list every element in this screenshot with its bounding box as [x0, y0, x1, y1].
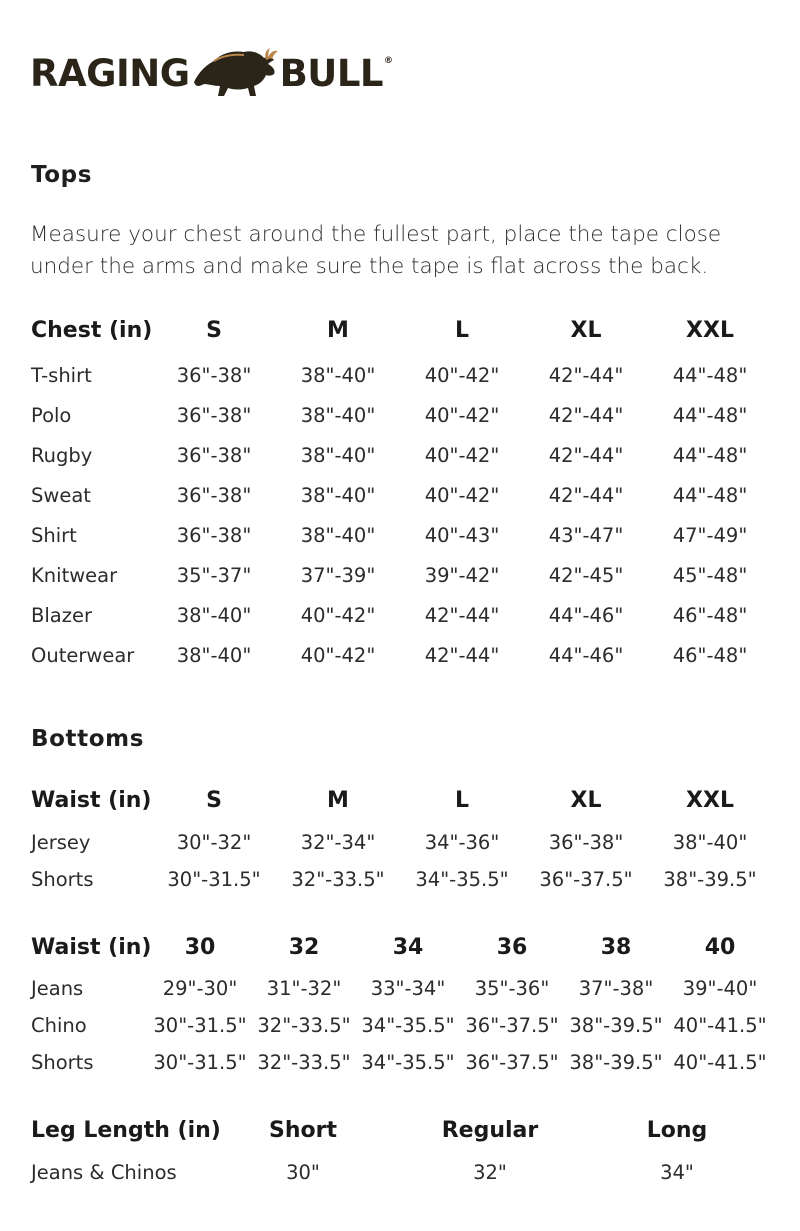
table-cell: 43"-47" — [548, 524, 624, 547]
registered-mark: ® — [384, 56, 393, 66]
table-cell: 34"-35.5" — [361, 1051, 455, 1074]
column-header: S — [206, 318, 222, 343]
column-header-label: Leg Length (in) — [31, 1118, 221, 1143]
table-cell: 42"-44" — [424, 604, 500, 627]
table-cell: 38"-40" — [300, 524, 376, 547]
column-header: Regular — [441, 1118, 539, 1143]
table-cell: 36"-37.5" — [465, 1051, 559, 1074]
table-cell: 36"-37.5" — [465, 1014, 559, 1037]
tops-intro — [30, 219, 770, 283]
bottoms-title: Bottoms — [31, 726, 144, 752]
table-cell: 44"-48" — [672, 444, 748, 467]
table-cell: 36"-38" — [176, 524, 252, 547]
column-header: 36 — [496, 935, 528, 960]
column-header: Short — [269, 1118, 337, 1143]
table-cell: 42"-44" — [548, 404, 624, 427]
table-cell: 33"-34" — [370, 977, 446, 1000]
row-label: Shorts — [31, 1051, 94, 1074]
column-header: M — [327, 788, 349, 813]
column-header: 30 — [184, 935, 216, 960]
column-header: XXL — [686, 788, 734, 813]
brand-name-left: RAGING — [30, 51, 190, 95]
row-label: Knitwear — [31, 564, 118, 587]
table-header-row — [0, 788, 800, 818]
tops-intro-line-2: under the arms and make sure the tape is flat across the back. — [30, 254, 709, 279]
table-cell: 37"-39" — [300, 564, 376, 587]
table-cell: 40"-41.5" — [673, 1051, 767, 1074]
tops-intro-line-1: Measure your chest around the fullest part, place the tape close — [30, 222, 722, 247]
table-row — [0, 564, 800, 594]
table-cell: 40"-42" — [300, 604, 376, 627]
table-cell: 29"-30" — [162, 977, 238, 1000]
column-header: 34 — [392, 935, 424, 960]
table-cell: 40"-42" — [424, 404, 500, 427]
column-header: L — [454, 318, 470, 343]
column-header: 38 — [600, 935, 632, 960]
table-cell: 47"-49" — [672, 524, 748, 547]
table-cell: 40"-41.5" — [673, 1014, 767, 1037]
table-cell: 30"-31.5" — [153, 1051, 247, 1074]
brand-logo — [30, 44, 393, 102]
row-label: Sweat — [31, 484, 91, 507]
table-row — [0, 444, 800, 474]
table-row — [0, 364, 800, 394]
table-row — [0, 977, 800, 1007]
column-header: XL — [570, 318, 602, 343]
table-cell: 32"-33.5" — [257, 1014, 351, 1037]
table-cell: 38"-39.5" — [569, 1014, 663, 1037]
bull-icon — [188, 44, 282, 102]
table-cell: 42"-44" — [548, 484, 624, 507]
column-header: Long — [646, 1118, 708, 1143]
table-cell: 32"-34" — [300, 831, 376, 854]
table-cell: 32"-33.5" — [291, 868, 385, 891]
table-cell: 34"-35.5" — [415, 868, 509, 891]
table-cell: 39"-42" — [424, 564, 500, 587]
table-row — [0, 524, 800, 554]
table-header-row — [0, 318, 800, 348]
table-cell: 45"-48" — [672, 564, 748, 587]
table-cell: 38"-40" — [300, 444, 376, 467]
column-header: L — [454, 788, 470, 813]
table-cell: 38"-39.5" — [569, 1051, 663, 1074]
table-cell: 35"-36" — [474, 977, 550, 1000]
table-header-row — [0, 935, 800, 965]
table-cell: 42"-44" — [548, 364, 624, 387]
table-cell: 40"-42" — [424, 364, 500, 387]
table-cell: 44"-48" — [672, 484, 748, 507]
table-cell: 44"-48" — [672, 404, 748, 427]
table-cell: 46"-48" — [672, 644, 748, 667]
table-row — [0, 1161, 800, 1191]
table-cell: 36"-38" — [176, 364, 252, 387]
table-cell: 38"-40" — [300, 364, 376, 387]
table-cell: 38"-40" — [672, 831, 748, 854]
table-row — [0, 644, 800, 674]
column-header-label: Waist (in) — [31, 935, 152, 960]
row-label: Polo — [31, 404, 72, 427]
table-row — [0, 831, 800, 861]
row-label: Rugby — [31, 444, 93, 467]
table-cell: 38"-40" — [176, 604, 252, 627]
table-cell: 42"-44" — [424, 644, 500, 667]
table-cell: 36"-38" — [176, 444, 252, 467]
table-cell: 46"-48" — [672, 604, 748, 627]
table-header-row — [0, 1118, 800, 1148]
table-cell: 39"-40" — [682, 977, 758, 1000]
row-label: Shirt — [31, 524, 77, 547]
table-cell: 38"-40" — [300, 404, 376, 427]
table-cell: 40"-42" — [424, 484, 500, 507]
table-row — [0, 1014, 800, 1044]
table-cell: 36"-38" — [176, 404, 252, 427]
table-cell: 40"-43" — [424, 524, 500, 547]
table-cell: 38"-40" — [176, 644, 252, 667]
row-label: Blazer — [31, 604, 92, 627]
table-cell: 30" — [286, 1161, 320, 1184]
table-cell: 34"-35.5" — [361, 1014, 455, 1037]
row-label: T-shirt — [31, 364, 92, 387]
table-cell: 30"-31.5" — [167, 868, 261, 891]
table-cell: 30"-31.5" — [153, 1014, 247, 1037]
column-header-label: Chest (in) — [31, 318, 153, 343]
row-label: Chino — [31, 1014, 87, 1037]
column-header: 40 — [704, 935, 736, 960]
table-cell: 40"-42" — [424, 444, 500, 467]
row-label: Jeans — [31, 977, 84, 1000]
column-header: 32 — [288, 935, 320, 960]
table-cell: 36"-38" — [176, 484, 252, 507]
table-cell: 44"-46" — [548, 644, 624, 667]
table-cell: 32" — [473, 1161, 507, 1184]
table-cell: 36"-38" — [548, 831, 624, 854]
table-cell: 34"-36" — [424, 831, 500, 854]
table-row — [0, 604, 800, 634]
table-cell: 30"-32" — [176, 831, 252, 854]
brand-name-right: BULL — [279, 51, 384, 95]
column-header: XL — [570, 788, 602, 813]
table-row — [0, 1051, 800, 1081]
table-cell: 38"-40" — [300, 484, 376, 507]
table-cell: 44"-46" — [548, 604, 624, 627]
table-cell: 35"-37" — [176, 564, 252, 587]
row-label: Outerwear — [31, 644, 135, 667]
column-header: S — [206, 788, 222, 813]
row-label: Jersey — [31, 831, 91, 854]
table-cell: 44"-48" — [672, 364, 748, 387]
row-label: Jeans & Chinos — [31, 1161, 177, 1184]
column-header-label: Waist (in) — [31, 788, 152, 813]
table-cell: 34" — [660, 1161, 694, 1184]
table-cell: 42"-45" — [548, 564, 624, 587]
table-row — [0, 484, 800, 514]
row-label: Shorts — [31, 868, 94, 891]
table-cell: 32"-33.5" — [257, 1051, 351, 1074]
tops-title: Tops — [31, 162, 92, 188]
table-row — [0, 868, 800, 898]
table-cell: 36"-37.5" — [539, 868, 633, 891]
table-cell: 42"-44" — [548, 444, 624, 467]
table-cell: 31"-32" — [266, 977, 342, 1000]
table-cell: 37"-38" — [578, 977, 654, 1000]
column-header: XXL — [686, 318, 734, 343]
table-row — [0, 404, 800, 434]
table-cell: 40"-42" — [300, 644, 376, 667]
table-cell: 38"-39.5" — [663, 868, 757, 891]
column-header: M — [327, 318, 349, 343]
